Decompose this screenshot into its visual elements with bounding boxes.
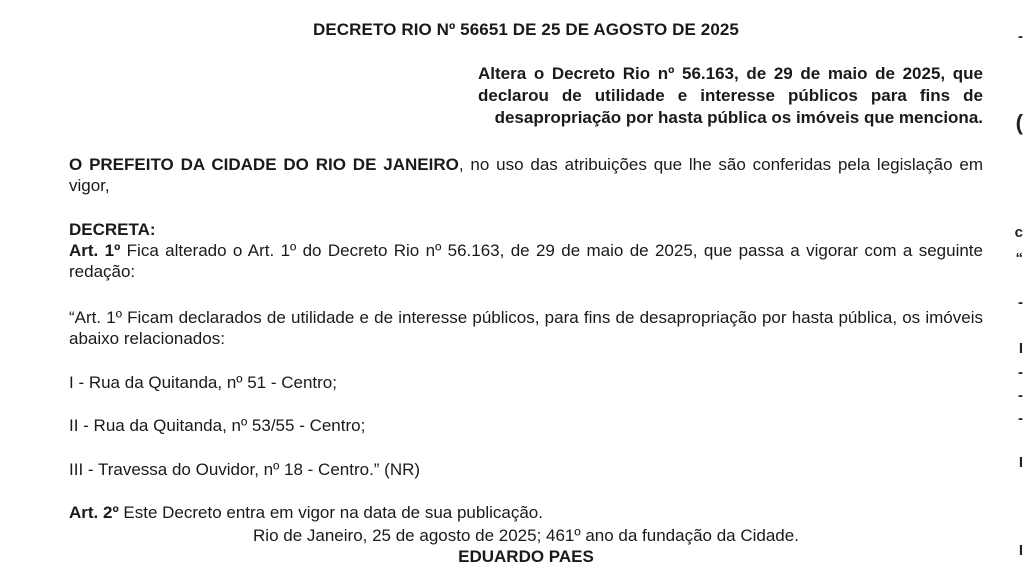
article-1-label: Art. 1º xyxy=(69,241,121,260)
signatory-name: EDUARDO PAES xyxy=(458,547,594,566)
article-2-label: Art. 2º xyxy=(69,503,119,522)
edge-glyph: - xyxy=(1018,294,1023,311)
edge-glyph: - xyxy=(1018,364,1023,381)
article-1-text: Fica alterado o Art. 1º do Decreto Rio nº 56.163, de 29 de maio de 2025, que passa a vigorar com a seguinte redação: xyxy=(69,241,983,281)
property-item-2: II - Rua da Quitanda, nº 53/55 - Centro; xyxy=(69,416,366,435)
property-item-1: I - Rua da Quitanda, nº 51 - Centro; xyxy=(69,373,337,392)
edge-glyph: c xyxy=(1014,224,1023,241)
decree-title: DECRETO RIO Nº 56651 DE 25 DE AGOSTO DE 2025 xyxy=(312,20,739,39)
edge-glyph: I xyxy=(1018,454,1023,471)
quoted-article-paragraph: “Art. 1º Ficam declarados de utilidade e de interesse públicos, para fins de desapropriação por hasta pública, os imóveis abaixo relacionados: xyxy=(69,308,983,348)
edge-glyph: I xyxy=(1018,340,1023,357)
decreta-label: DECRETA: xyxy=(69,220,156,239)
edge-glyph: - xyxy=(1018,410,1023,427)
property-item-3: III - Travessa do Ouvidor, nº 18 - Centro.” (NR) xyxy=(69,460,421,479)
decree-ementa: Altera o Decreto Rio nº 56.163, de 29 de maio de 2025, que declarou de utilidade e interesse públicos para fins de desapropriação por hasta pública os imóveis que menciona. xyxy=(478,64,983,127)
edge-glyph: - xyxy=(1018,387,1023,404)
adjacent-column-edge xyxy=(1006,0,1024,566)
edge-glyph: “ xyxy=(1015,250,1023,267)
edge-glyph: - xyxy=(1018,28,1023,45)
preamble-text: , no uso das atribuições que lhe são conferidas pela legislação em vigor, xyxy=(69,155,983,195)
article-2-paragraph xyxy=(69,502,543,523)
place-and-date: Rio de Janeiro, 25 de agosto de 2025; 461º ano da fundação da Cidade. xyxy=(253,526,799,545)
edge-glyph: ( xyxy=(1015,110,1023,135)
article-1-paragraph xyxy=(69,240,983,282)
preamble-authority: O PREFEITO DA CIDADE DO RIO DE JANEIRO xyxy=(69,155,459,174)
edge-glyph: I xyxy=(1018,542,1023,559)
article-2-text: Este Decreto entra em vigor na data de sua publicação. xyxy=(118,503,543,522)
preamble-paragraph xyxy=(69,154,983,196)
